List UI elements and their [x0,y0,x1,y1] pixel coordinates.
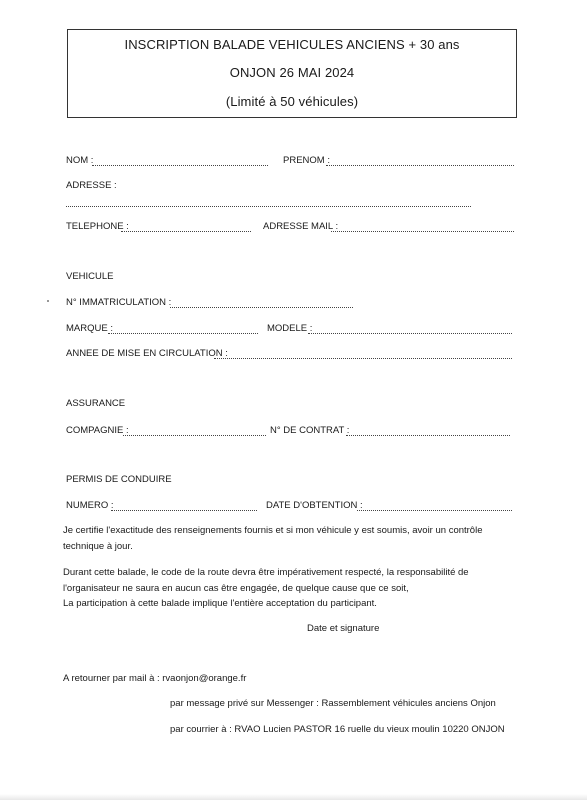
return-mail: A retourner par mail à : rvaonjon@orange.fr [63,673,247,684]
annee-field[interactable] [214,358,512,359]
prenom-field[interactable] [326,165,514,166]
prenom-label: PRENOM : [283,155,330,166]
certification-text [63,523,483,554]
compagnie-field[interactable] [123,435,266,436]
adresse-field[interactable] [66,206,471,207]
certification-line-2: technique à jour. [63,540,133,552]
email-field[interactable] [331,231,514,232]
scan-speck [47,300,49,302]
signature-label: Date et signature [307,623,380,634]
scan-shadow [0,794,587,800]
numero-field[interactable] [111,510,257,511]
telephone-field[interactable] [121,231,251,232]
marque-field[interactable] [108,333,258,334]
date-obtention-field[interactable] [357,510,512,511]
contrat-field[interactable] [346,435,510,436]
rules-line-3: La participation à cette balade implique l'entière acceptation du participant. [63,598,377,609]
event-date-line: ONJON 26 MAI 2024 [229,65,355,80]
vehicle-section-heading: VEHICULE [66,271,114,282]
contrat-label: N° DE CONTRAT : [270,425,350,436]
form-title: INSCRIPTION BALADE VEHICULES ANCIENS + 30 ans [124,37,460,52]
insurance-section-heading: ASSURANCE [66,398,126,409]
rules-text [63,565,469,612]
immat-field[interactable] [170,307,353,308]
modele-label: MODELE : [267,323,313,334]
telephone-label: TELEPHONE : [66,221,129,232]
email-label: ADRESSE MAIL : [263,221,339,232]
return-messenger: par message privé sur Messenger : Rassemblement véhicules anciens Onjon [170,698,496,709]
date-obtention-label: DATE D'OBTENTION : [266,500,363,511]
nom-label: NOM : [66,155,94,166]
numero-label: NUMERO : [66,500,114,511]
annee-label: ANNEE DE MISE EN CIRCULATION : [66,348,228,359]
modele-field[interactable] [308,333,512,334]
immat-label: N° IMMATRICULATION : [66,297,172,308]
certification-line-1: Je certifie l'exactitude des renseignements fournis et si mon véhicule y est soumis, avoir un contrôle [63,525,483,536]
limit-note: (Limité à 50 véhicules) [225,94,359,109]
compagnie-label: COMPAGNIE : [66,425,129,436]
nom-field[interactable] [92,165,268,166]
return-courier: par courrier à : RVAO Lucien PASTOR 16 ruelle du vieux moulin 10220 ONJON [170,724,505,735]
title-box [67,29,517,118]
license-section-heading: PERMIS DE CONDUIRE [66,474,172,485]
rules-line-2: l'organisateur ne saura en aucun cas être engagée, de quelque cause que ce soit, [63,582,409,594]
rules-line-1: Durant cette balade, le code de la route devra être impérativement respecté, la responsabilité de [63,567,469,578]
marque-label: MARQUE : [66,323,113,334]
adresse-label: ADRESSE : [66,180,117,191]
